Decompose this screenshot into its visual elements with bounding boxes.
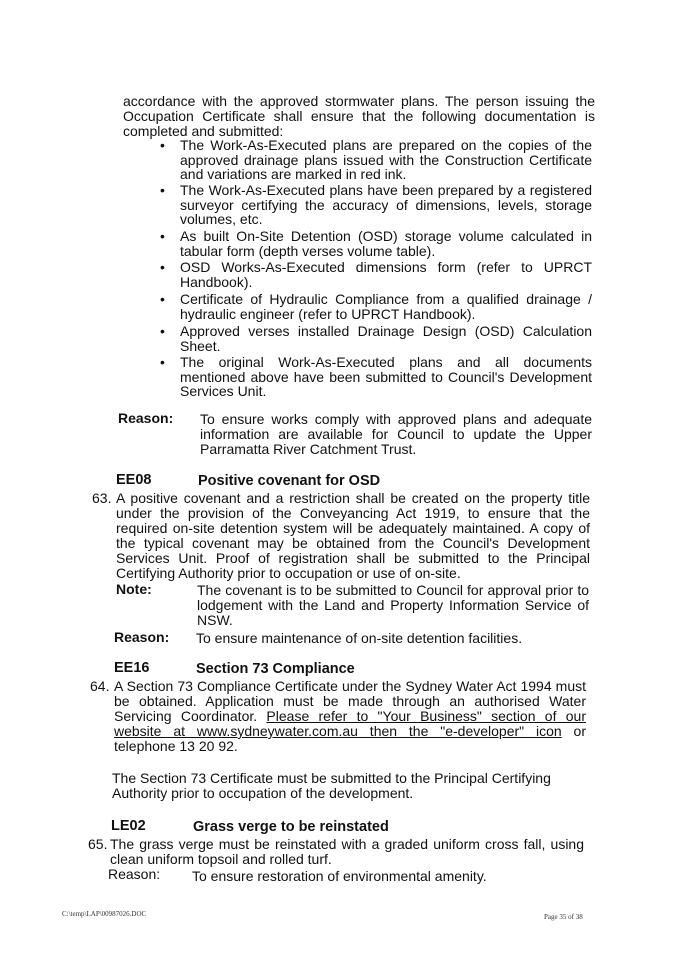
condition-number-65: 65.	[88, 836, 108, 852]
section-title-ee08: Positive covenant for OSD	[198, 473, 381, 489]
reason-text: To ensure works comply with approved plans and adequate information are available for Council to update the Upper Parramatta River Catchment Trust.	[200, 411, 592, 457]
section-title-le02: Grass verge to be reinstated	[193, 819, 389, 835]
website-reference-link[interactable]: Please refer to "Your Business" section of our website at www.sydneywater.com.au then the "e-developer" icon	[114, 708, 586, 739]
note-label: Note:	[116, 581, 152, 597]
condition-65-text: The grass verge must be reinstated with a graded uniform cross fall, using clean uniform topsoil and rolled turf.	[110, 836, 584, 867]
documentation-list	[160, 138, 592, 399]
condition-number-64: 64.	[90, 678, 110, 694]
footer-file-path: C:\temp\LAP\00987026.DOC	[62, 910, 147, 918]
list-item: • The Work-As-Executed plans are prepared on the copies of the approved drainage plans issued with the Construction Certificate and variations are marked in red ink.	[160, 137, 592, 182]
reason-label: Reason:	[114, 629, 170, 645]
reason-label: Reason:	[108, 866, 161, 882]
section-73-paragraph: The Section 73 Certificate must be submitted to the Principal Certifying Authority prior to occupation of the development.	[112, 770, 551, 801]
list-item: • The original Work-As-Executed plans and all documents mentioned above have been submitted to Council's Development Services Unit.	[160, 354, 592, 399]
reason-text: To ensure restoration of environmental amenity.	[192, 868, 487, 884]
section-code-le02: LE02	[111, 818, 146, 834]
intro-paragraph: accordance with the approved stormwater plans. The person issuing the Occupation Certificate shall ensure that the following documentation is completed and submitted:	[123, 93, 595, 139]
note-text: The covenant is to be submitted to Council for approval prior to lodgement with the Land and Property Information Service of NSW.	[197, 582, 589, 628]
list-item: • The Work-As-Executed plans have been prepared by a registered surveyor certifying the accuracy of dimensions, levels, storage volumes, etc.	[160, 182, 592, 227]
condition-63-text: A positive covenant and a restriction shall be created on the property title under the provision of the Conveyancing Act 1919, to ensure that the required on-site detention system will be adequately maintained. A copy of the typical covenant may be obtained from the Council's Development Services Unit. Proof of registration shall be submitted to the Principal Certifying Authority prior to occupation or use of on-site.	[116, 490, 590, 581]
condition-64-text: A Section 73 Compliance Certificate under the Sydney Water Act 1994 must be obtained. Application must be made through an authorised Water Servicing Coordinator. Please refer to "Your Business" section of our website at www.sydneywater.com.au then the "e-developer" icon or telephone 13 20 92.	[114, 678, 587, 754]
list-item: • Approved verses installed Drainage Design (OSD) Calculation Sheet.	[160, 323, 592, 354]
condition-number-63: 63.	[92, 490, 112, 506]
section-code-ee08: EE08	[116, 472, 152, 488]
reason-text: To ensure maintenance of on-site detention facilities.	[196, 630, 523, 646]
list-item: • Certificate of Hydraulic Compliance from a qualified drainage / hydraulic engineer (refer to UPRCT Handbook).	[160, 291, 592, 322]
section-title-ee16: Section 73 Compliance	[196, 661, 355, 677]
list-item: • OSD Works-As-Executed dimensions form (refer to UPRCT Handbook).	[160, 259, 592, 290]
section-code-ee16: EE16	[114, 660, 150, 676]
reason-label: Reason:	[118, 410, 174, 426]
footer-page-number: Page 35 of 38	[544, 913, 583, 921]
list-item: • As built On-Site Detention (OSD) storage volume calculated in tabular form (depth verses volume table).	[160, 228, 592, 259]
